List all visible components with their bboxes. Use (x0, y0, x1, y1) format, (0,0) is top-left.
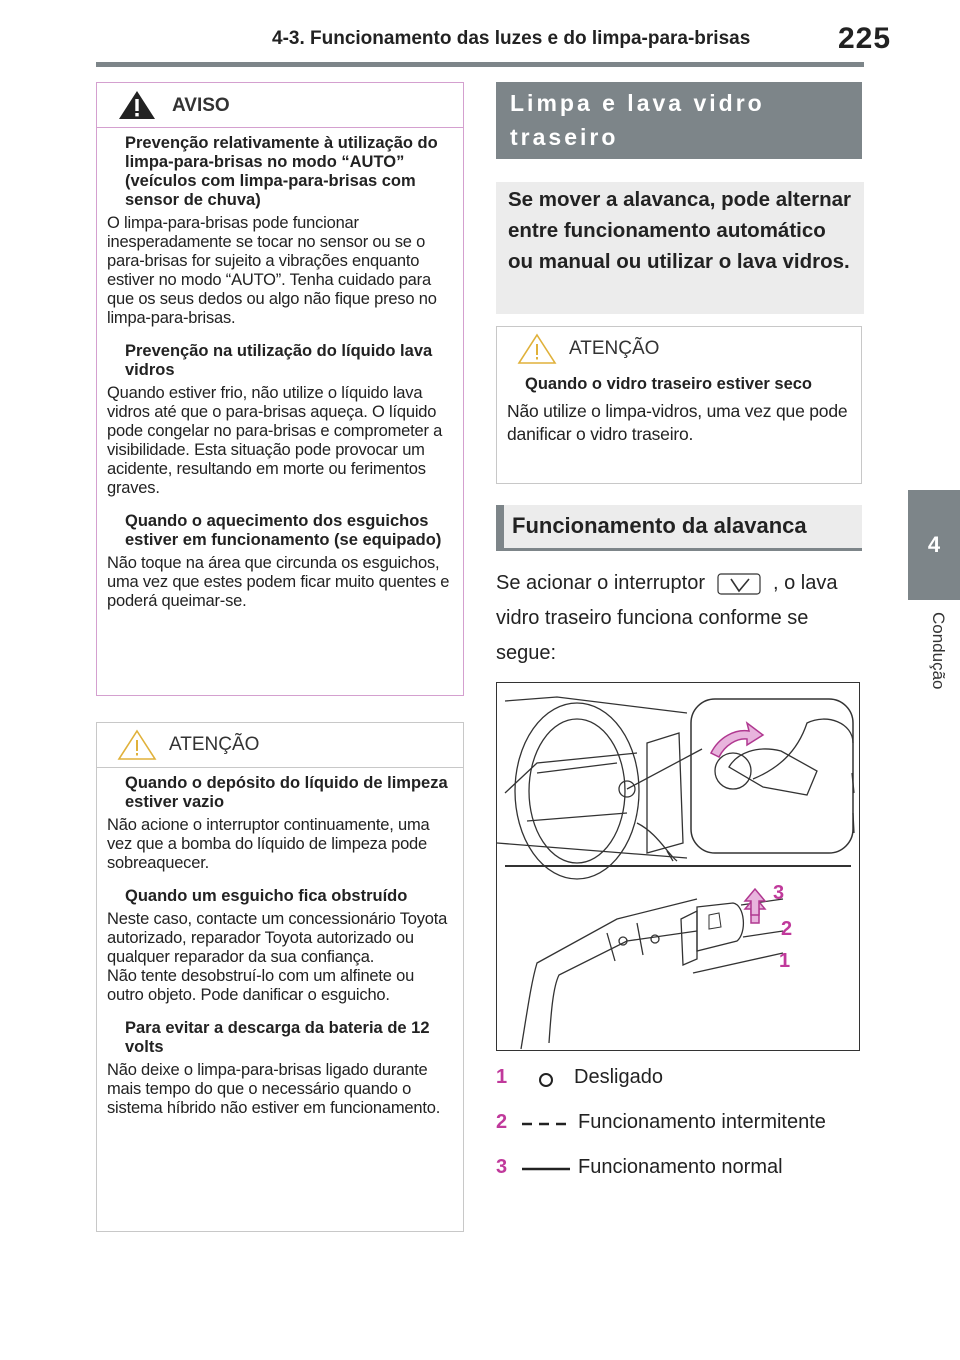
aviso-text-1: O limpa-para-brisas pode funcionar inesperadamente se tocar no sensor ou se o para-brisas for sujeito a vibrações enquanto estiver no modo “AUTO”. Tenha cuidado para que os seus dedos ou algo não fique preso no limpa-para-brisas. (107, 214, 437, 327)
atencao-left-heading-2: Quando um esguicho fica obstruído (125, 887, 408, 905)
atencao-title-right: ATENÇÃO (569, 338, 660, 359)
atencao-left-heading-1: Quando o depósito do líquido de limpeza estiver vazio (125, 774, 448, 811)
atencao-header-right (497, 327, 861, 367)
aviso-heading-3: Quando o aquecimento dos esguichos estiver em funcionamento (se equipado) (125, 512, 442, 549)
warning-outline-icon (117, 729, 157, 761)
rear-wiper-intro: Se mover a alavanca, pode alternar entre funcionamento automático ou manual ou utilizar o lava vidros. (496, 182, 864, 314)
warning-outline-icon (517, 333, 557, 365)
atencao-right-heading: Quando o vidro traseiro estiver seco (525, 375, 813, 393)
atencao-left-text-3: Não deixe o limpa-para-brisas ligado durante mais tempo do que o necessário quando o sistema híbrido não estiver em funcionamento. (107, 1061, 441, 1117)
header-rule (96, 62, 864, 67)
legend-text-3: Funcionamento normal (578, 1156, 783, 1178)
figure-label-1: 1 (779, 950, 791, 972)
warning-filled-icon (117, 89, 157, 121)
rear-wiper-switch-icon (717, 573, 761, 595)
chapter-tab[interactable]: 4 (908, 490, 960, 600)
aviso-text-3: Não toque na área que circunda os esguichos, uma vez que estes podem ficar muito quentes e poderá queimar-se. (107, 554, 450, 610)
atencao-left-heading-3: Para evitar a descarga da bateria de 12 volts (125, 1019, 430, 1056)
atencao-box-right (496, 326, 862, 484)
lever-section-heading: Funcionamento da alavanca (496, 505, 862, 551)
legend-num-2: 2 (496, 1111, 508, 1133)
page-number: 225 (838, 22, 892, 55)
atencao-left-text-2: Neste caso, contacte um concessionário Toyota autorizado, reparador Toyota autorizado ou qualquer reparador da sua confiança. (107, 910, 448, 966)
atencao-header-left (97, 723, 463, 768)
legend-text-2: Funcionamento intermitente (578, 1111, 826, 1133)
header-section-title: 4-3. Funcionamento das luzes e do limpa-para-brisas (272, 28, 751, 49)
atencao-right-text: Não utilize o limpa-vidros, uma vez que pode danificar o vidro traseiro. (507, 401, 848, 444)
atencao-box-left (96, 722, 464, 1232)
legend-text-1: Desligado (574, 1066, 663, 1088)
figure-label-3: 3 (773, 882, 785, 904)
lever-illustration-drawing (497, 683, 859, 1050)
lever-instructions (496, 566, 866, 671)
dashed-line-icon (520, 1115, 572, 1135)
atencao-title-left: ATENÇÃO (169, 734, 260, 755)
solid-line-icon (520, 1160, 572, 1180)
atencao-left-text-1: Não acione o interruptor continuamente, uma vez que a bomba do líquido de limpeza pode sobreaquecer. (107, 816, 430, 872)
aviso-text-2: Quando estiver frio, não utilize o líquido lava vidros até que o para-brisas aqueça. O líquido pode congelar no para-brisas e comprometer a visibilidade. Esta situação pode provocar um acidente, resultando em morte ou ferimentos graves. (107, 384, 443, 497)
aviso-heading-2: Prevenção na utilização do líquido lava vidros (125, 342, 433, 379)
aviso-heading-1: Prevenção relativamente à utilização do limpa-para-brisas no modo “AUTO” (veículos com limpa-para-brisas com sensor de chuva) (125, 134, 438, 209)
chapter-label: Condução (929, 612, 948, 690)
aviso-box (96, 82, 464, 696)
legend-num-1: 1 (496, 1066, 508, 1088)
atencao-left-text-2b: Não tente desobstruí-lo com um alfinete ou outro objeto. Pode danificar o esguicho. (107, 967, 415, 1004)
instr-before: Se acionar o interruptor (496, 572, 706, 594)
legend-num-3: 3 (496, 1156, 508, 1178)
off-circle-icon (520, 1070, 570, 1090)
figure-label-2: 2 (781, 918, 793, 940)
instr-after: , o lava vidro traseiro funciona conforme se segue: (496, 572, 838, 664)
aviso-title: AVISO (172, 95, 230, 116)
aviso-header (97, 83, 463, 128)
lever-illustration (496, 682, 860, 1051)
rear-wiper-section-title: Limpa e lava vidro traseiro (496, 82, 862, 159)
